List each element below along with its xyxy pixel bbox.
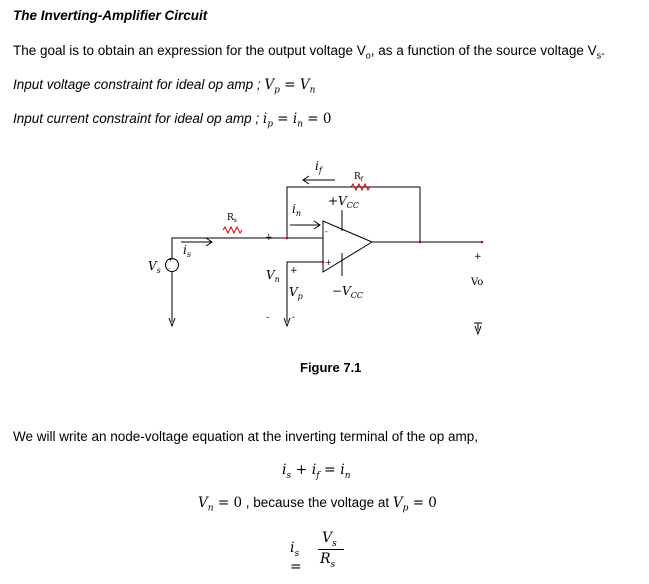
in-symbol: i	[292, 111, 298, 127]
vn-eq-text: , because the voltage at	[242, 495, 393, 510]
in-arrow	[290, 221, 320, 229]
kcl-plus: +	[291, 462, 312, 478]
rf-label: $R_f$	[354, 172, 364, 183]
kcl-is-sub: s	[286, 470, 292, 481]
if-arrow	[303, 176, 335, 184]
vs-label: $V_s$	[148, 259, 161, 275]
input-wire	[172, 238, 323, 258]
voltage-eq-sign: =	[279, 77, 300, 93]
rs-label: $R_s$	[227, 213, 237, 224]
vn-equation	[198, 495, 437, 514]
ip-sub: p	[267, 119, 273, 130]
is-eq-numerator: $V_s$	[322, 530, 337, 549]
vcc-negative-label: $-V_{CC}$	[332, 284, 363, 300]
kcl-is: i	[282, 462, 287, 478]
kcl-if-sub: f	[316, 470, 320, 481]
node-voltage-paragraph: We will write an node-voltage equation at the inverting terminal of the op amp,	[13, 429, 479, 444]
goal-sub-s: s	[596, 50, 602, 61]
in-sub: n	[297, 119, 304, 130]
opamp-plus: +	[325, 258, 332, 267]
input-node	[286, 237, 289, 240]
kcl-in: i	[340, 462, 345, 478]
noninverting-node	[322, 261, 325, 264]
kcl-eq: =	[319, 462, 341, 478]
output-node	[419, 241, 422, 244]
kcl-in-sub: n	[344, 470, 351, 481]
current-constraint-label: Input current constraint for ideal op amp ;	[13, 111, 263, 126]
ip-symbol: i	[262, 111, 268, 127]
vn-eq-vp-sub: p	[402, 503, 409, 514]
vo-label: Vo	[471, 277, 484, 288]
vn-eq-symbol: V	[198, 495, 208, 511]
vn-minus-mark: -	[266, 313, 270, 323]
vn-eq-vp: V	[392, 495, 403, 511]
voltage-constraint-label: Input voltage constraint for ideal op amp ;	[13, 77, 265, 92]
fraction-bar	[318, 549, 344, 550]
goal-text: The goal is to obtain an expression for the output voltage V	[13, 43, 366, 58]
vn-plus-mark: +	[265, 233, 273, 243]
in-label: $i_n$	[292, 202, 301, 218]
output-terminal	[481, 241, 484, 244]
vcc-positive-label: $+V_{CC}$	[328, 194, 359, 210]
vn-eq-end: = 0	[408, 495, 437, 511]
kcl-equation	[282, 462, 351, 481]
figure-caption: Figure 7.1	[300, 360, 362, 375]
is-eq-lhs: $i_s$ =	[290, 540, 302, 575]
opamp-minus: -	[325, 227, 328, 236]
section-title: The Inverting-Amplifier Circuit	[13, 8, 208, 23]
is-eq-denominator: $R_s$	[320, 551, 336, 570]
goal-sub-o: o	[365, 50, 371, 61]
current-eq-sign-1: =	[272, 111, 293, 127]
vp-symbol: V	[264, 77, 275, 93]
vp-label: $V_p$	[289, 285, 303, 301]
vn-symbol: V	[299, 77, 310, 93]
input-resistor	[223, 227, 242, 233]
source-minus: -	[168, 265, 171, 272]
vp-sub: p	[274, 85, 280, 96]
is-label: $i_s$	[183, 243, 191, 259]
current-eq-sign-2: = 0	[303, 111, 332, 127]
vn-eq-value: = 0	[213, 495, 243, 511]
goal-end: .	[601, 43, 605, 58]
kcl-if: i	[311, 462, 317, 478]
source-plus: +	[168, 257, 174, 264]
vp-plus-mark: +	[290, 266, 298, 276]
vo-plus-mark: +	[474, 252, 482, 262]
if-label: $i_f$	[315, 159, 322, 175]
vn-sub: n	[309, 85, 316, 96]
vp-minus-mark: -	[292, 313, 296, 323]
goal-mid: , as a function of the source voltage V	[370, 43, 597, 58]
vn-eq-sub: n	[207, 503, 214, 514]
vn-label: $V_n$	[266, 268, 280, 284]
